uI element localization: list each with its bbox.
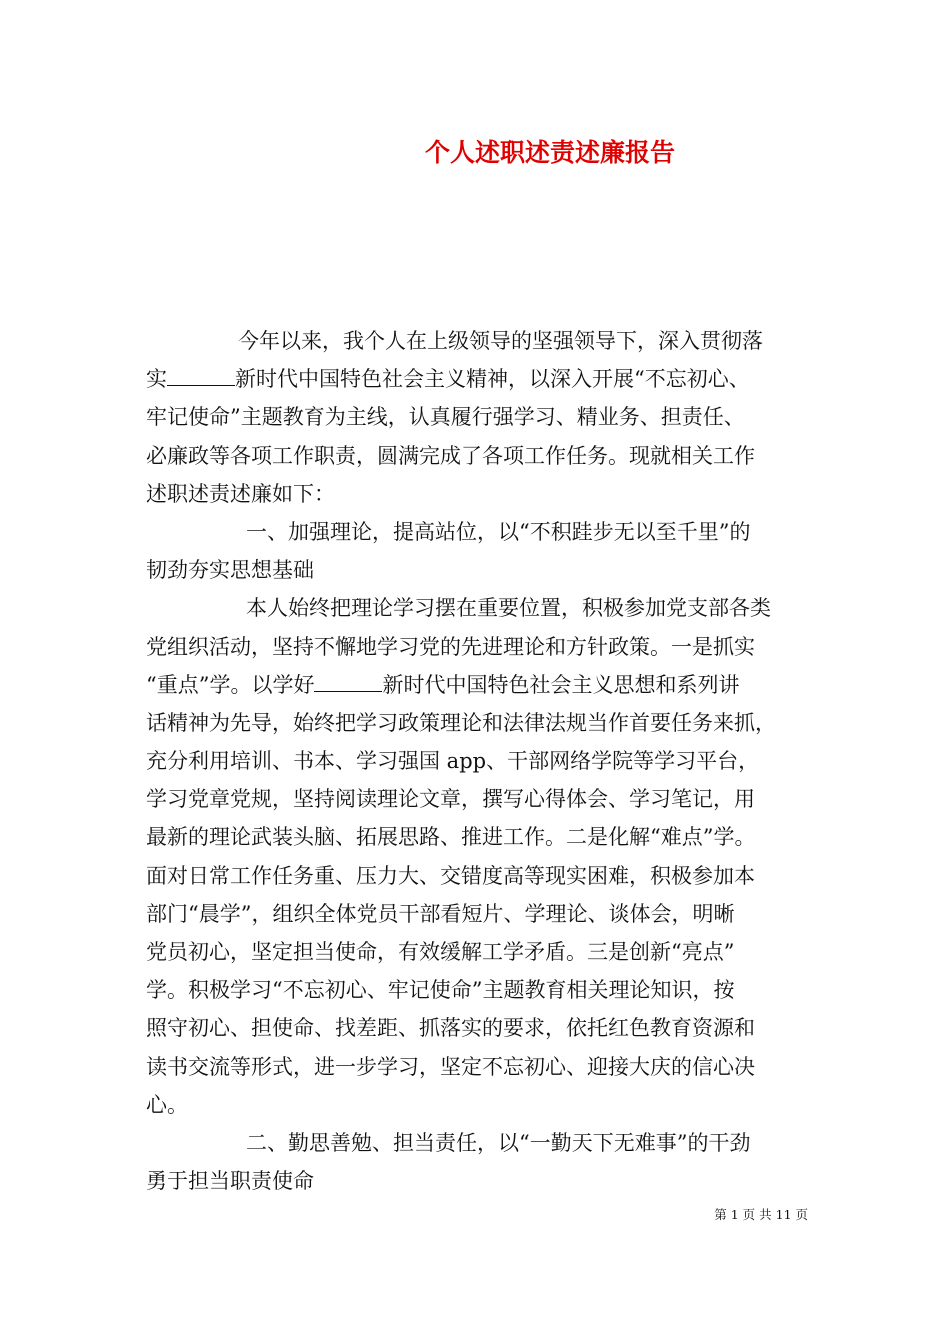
- text-line: [146, 360, 808, 398]
- fill-in-blank: [167, 365, 235, 386]
- page-number-footer: 第 1 页 共 11 页: [714, 1207, 808, 1222]
- text-line: 党员初心，坚定担当使命，有效缓解工学矛盾。三是创新“亮点”: [146, 940, 735, 964]
- text-line: 今年以来，我个人在上级领导的坚强领导下，深入贯彻落: [238, 329, 763, 353]
- text-line: 牢记使命”主题教育为主线，认真履行强学习、精业务、担责任、: [146, 405, 745, 430]
- text-segment: “重点”学。以学好: [146, 672, 315, 697]
- page-title: 个人述职述责述廉报告: [424, 138, 675, 167]
- text-line: 面对日常工作任务重、压力大、交错度高等现实困难，积极参加本: [146, 863, 755, 888]
- text-line: 述职述责述廉如下：: [146, 481, 335, 506]
- section-heading-line: 一、加强理论，提高站位，以“不积跬步无以至千里”的: [246, 519, 751, 544]
- document-body: [146, 322, 808, 1200]
- text-line: 本人始终把理论学习摆在重要位置，积极参加党支部各类: [246, 596, 771, 621]
- text-line: 话精神为先导，始终把学习政策理论和法律法规当作首要任务来抓，: [146, 710, 776, 735]
- text-line: [146, 666, 808, 704]
- text-line: 必廉政等各项工作职责，圆满完成了各项工作任务。现就相关工作: [146, 443, 755, 468]
- fill-in-blank: [314, 671, 382, 692]
- text-line: 学习党章党规，坚持阅读理论文章，撰写心得体会、学习笔记，用: [146, 787, 755, 812]
- text-line: 部门“晨学”，组织全体党员干部看短片、学理论、谈体会，明晰: [146, 901, 735, 926]
- text-line: 最新的理论武装头脑、拓展思路、推进工作。二是化解“难点”学。: [146, 825, 756, 850]
- section-heading-line: 二、勤思善勉、担当责任，以“一勤天下无难事”的干劲: [246, 1130, 751, 1155]
- section-heading-line: 韧劲夯实思想基础: [146, 558, 314, 583]
- text-line: 充分利用培训、书本、学习强国 app、干部网络学院等学习平台，: [146, 749, 760, 774]
- text-line: 学。积极学习“不忘初心、牢记使命”主题教育相关理论知识，按: [146, 978, 735, 1003]
- text-line: 心。: [146, 1092, 188, 1117]
- text-line: 党组织活动，坚持不懈地学习党的先进理论和方针政策。一是抓实: [146, 634, 755, 659]
- text-segment: 新时代中国特色社会主义思想和系列讲: [382, 672, 740, 697]
- section-heading-line: 勇于担当职责使命: [146, 1169, 314, 1194]
- text-segment: 实: [146, 367, 167, 392]
- text-line: 照守初心、担使命、找差距、抓落实的要求，依托红色教育资源和: [146, 1016, 755, 1041]
- text-segment: 新时代中国特色社会主义精神，以深入开展“不忘初心、: [235, 367, 750, 392]
- text-line: 读书交流等形式，进一步学习，坚定不忘初心、迎接大庆的信心决: [146, 1054, 755, 1079]
